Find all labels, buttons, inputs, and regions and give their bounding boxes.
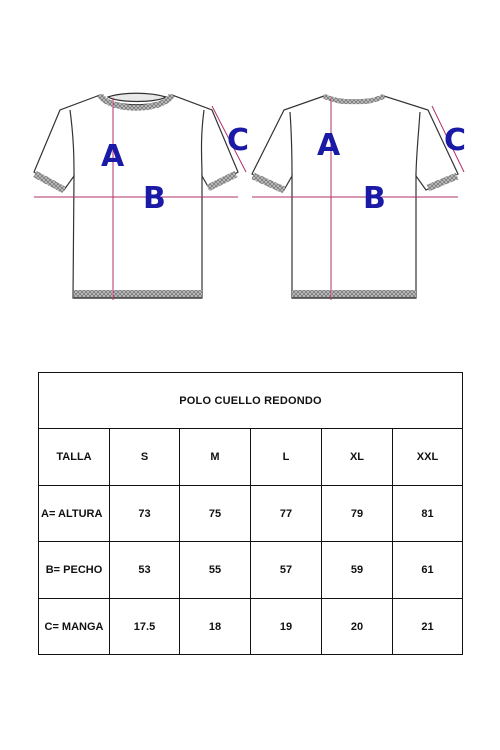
row-label-manga: C= MANGA [39,599,110,655]
cell-pecho-xl: 59 [322,542,393,599]
size-header-xl: XL [322,429,393,486]
cell-manga-xxl: 21 [393,599,463,655]
cell-altura-s: 73 [110,486,180,542]
row-label-pecho: B= PECHO [39,542,110,599]
table-header-row [39,429,463,486]
cell-pecho-s: 53 [110,542,180,599]
cell-manga-s: 17.5 [110,599,180,655]
back-label-a: A [317,128,341,163]
table-row-manga [39,599,463,655]
cell-manga-m: 18 [180,599,251,655]
cell-manga-xl: 20 [322,599,393,655]
table-row-altura [39,486,463,542]
row-label-altura: A= ALTURA [39,486,110,542]
cell-manga-l: 19 [251,599,322,655]
back-label-c: C [444,123,467,158]
header-talla: TALLA [39,429,110,486]
size-chart-table [38,372,463,655]
cell-altura-m: 75 [180,486,251,542]
front-label-a: A [101,139,125,174]
tshirt-outlines [0,0,500,330]
front-label-b: B [143,181,166,216]
table-row-pecho [39,542,463,599]
size-header-l: L [251,429,322,486]
front-shirt [34,93,238,298]
size-header-s: S [110,429,180,486]
size-header-xxl: XXL [393,429,463,486]
tshirt-diagrams [0,0,500,330]
table-title: POLO CUELLO REDONDO [39,373,463,429]
cell-altura-l: 77 [251,486,322,542]
front-label-c: C [227,123,250,158]
back-label-b: B [363,181,386,216]
cell-pecho-l: 57 [251,542,322,599]
cell-altura-xl: 79 [322,486,393,542]
cell-pecho-xxl: 61 [393,542,463,599]
cell-pecho-m: 55 [180,542,251,599]
size-header-m: M [180,429,251,486]
cell-altura-xxl: 81 [393,486,463,542]
